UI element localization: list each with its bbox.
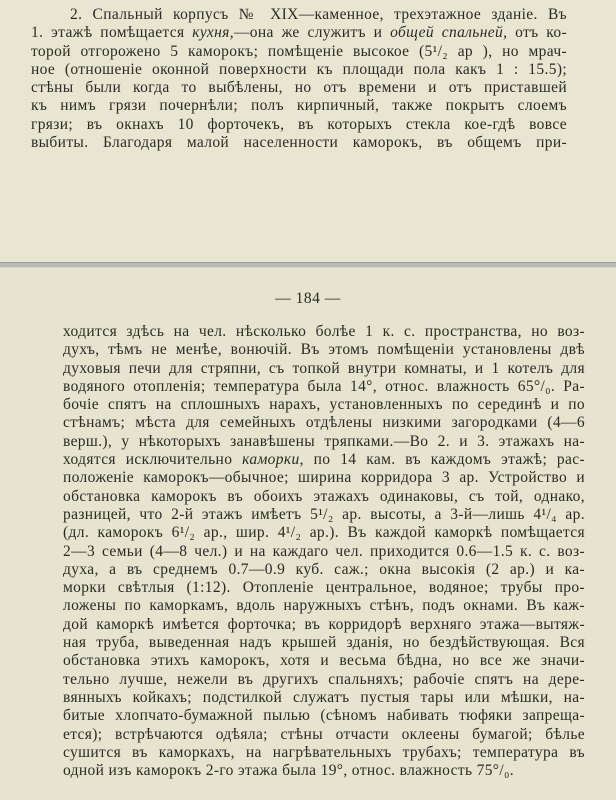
text-segment: ное (отношеніе оконной поверхности къ площади пола какъ 1 : 15.5); xyxy=(31,60,567,78)
text-line xyxy=(63,378,585,396)
lower-paragraph xyxy=(63,323,585,780)
text-segment: ходится здѣсь на чел. нѣсколько болѣе 1 к. с. пространства, но воз- xyxy=(63,323,585,340)
text-segment: бочіе спятъ на сплошныхъ нарахъ, установленныхъ по серединѣ и по xyxy=(63,396,585,414)
text-line xyxy=(63,433,585,451)
text-segment: грязи; въ окнахъ 10 форточекъ, въ которыхъ стекла кое-гдѣ вовсе xyxy=(31,115,567,133)
upper-paragraph xyxy=(31,6,567,152)
text-segment: , отъ ко- xyxy=(503,24,568,42)
text-line xyxy=(63,616,585,634)
text-segment: морки свѣтлыя (1:12). Отопленіе центральное, водяное; трубы про- xyxy=(63,579,585,597)
text-line xyxy=(63,341,585,359)
text-segment: ложены по каморкамъ, вдоль наружныхъ стѣнъ, подъ окнами. Въ каж- xyxy=(63,597,585,615)
text-segment: верш.), у нѣкоторыхъ занавѣшены тряпками.—Во 2. и 3. этажахъ на- xyxy=(63,432,585,450)
text-segment: положеніе каморокъ—обычное; ширина корридора 3 ар. Устройство и xyxy=(63,469,585,487)
text-line xyxy=(63,451,585,469)
text-line xyxy=(63,561,585,579)
text-segment: 2—3 семьи (4—8 чел.) и на каждаго чел. приходится 0.6—1.5 к. с. воз- xyxy=(63,542,585,560)
text-line xyxy=(63,323,585,341)
text-line xyxy=(63,689,585,707)
text-segment: выбиты. Благодаря малой населенности каморокъ, въ общемъ при- xyxy=(31,134,567,152)
text-segment: тельно лучше, нежели въ другихъ спальняхъ; рабочіе спятъ на дере- xyxy=(63,670,585,688)
text-line xyxy=(63,707,585,725)
text-line xyxy=(63,360,585,378)
text-segment: , по 14 кам. въ каждомъ этажѣ; рас- xyxy=(299,451,585,469)
text-line xyxy=(31,61,567,79)
text-line xyxy=(63,762,585,780)
text-segment: духа, а въ среднемъ 0.7—0.9 куб. саж.; окна высокія (2 ар.) и ка- xyxy=(63,560,585,578)
text-line xyxy=(63,652,585,670)
text-segment: къ нимъ грязи почернѣли; полъ кирпичный, также покрытъ слоемъ xyxy=(31,97,567,115)
text-line xyxy=(63,543,585,561)
text-segment: обстановка этихъ каморокъ, хотя и весьма бѣдна, но все же значи- xyxy=(63,652,585,670)
text-segment: ,—она же служитъ и xyxy=(229,24,391,42)
text-line xyxy=(63,469,585,487)
text-line xyxy=(63,414,585,432)
text-segment: стѣнамъ; мѣста для семейныхъ отдѣлены низкими загородками (4—6 xyxy=(63,414,585,432)
text-line xyxy=(63,726,585,744)
text-segment: ется); встрѣчаются одѣяла; стѣны отчасти оклеены бумагой; бѣлье xyxy=(63,725,585,743)
text-segment: обстановка каморокъ въ обоихъ этажахъ одинаковы, съ той, однако, xyxy=(63,487,585,505)
text-line xyxy=(63,488,585,506)
text-segment: 1. этажѣ помѣщается xyxy=(31,24,193,42)
text-line xyxy=(31,6,567,24)
text-segment: ходятся исключительно xyxy=(63,451,243,469)
text-segment: вянныхъ койкахъ; подстилкой служатъ пустыя тары или мѣшки, на- xyxy=(63,688,585,706)
text-line xyxy=(31,97,567,115)
lower-page-fragment xyxy=(0,268,616,800)
text-line xyxy=(63,671,585,689)
text-segment: торой отгорожено 5 каморокъ; помѣщеніе высокое (5¹/₂ ар ), но мрач- xyxy=(31,42,567,60)
text-line xyxy=(63,579,585,597)
text-segment: стѣны были когда то выбѣлены, но отъ времени и отъ приставшей xyxy=(31,79,567,97)
text-segment: сушится въ каморкахъ, на нагрѣвательныхъ трубахъ; температура въ xyxy=(63,743,585,761)
text-segment: ная труба, выведенная надъ крышей зданія, но бездѣйствующая. Вся xyxy=(63,634,585,652)
text-line xyxy=(63,744,585,762)
text-line xyxy=(31,134,567,152)
text-segment: (дл. каморокъ 6¹/₂ ар., шир. 4¹/₂ ар.). Въ каждой каморкѣ помѣщается xyxy=(63,524,585,542)
italic-text: каморки xyxy=(242,451,300,469)
text-segment: дой каморкѣ имѣется форточка; въ корридорѣ верхняго этажа—вытяж- xyxy=(63,615,585,633)
italic-text: кухня xyxy=(192,24,230,42)
text-line xyxy=(63,597,585,615)
text-line xyxy=(63,506,585,524)
text-segment: духовыя печи для стряпни, съ топкой внутри комнаты, и 1 котелъ для xyxy=(63,359,585,377)
text-segment: 2. Спальный корпусъ № XIX—каменное, трехэтажное зданіе. Въ xyxy=(70,6,567,23)
page-number: — 184 — xyxy=(275,290,341,307)
text-segment: водяного отопленія; температура была 14°, относ. влажность 65°/₀. Ра- xyxy=(63,377,585,395)
text-segment: одной изъ каморокъ 2-го этажа была 19°, относ. влажность 75°/₀. xyxy=(63,762,514,780)
text-line xyxy=(31,24,567,42)
text-segment: духъ, тѣмъ не менѣе, вонючій. Въ этомъ помѣщеніи установлены двѣ xyxy=(63,341,585,359)
text-line xyxy=(63,396,585,414)
text-line xyxy=(63,634,585,652)
text-segment: битые хлопчато-бумажной пылью (сѣномъ набивать тюфяки запреща- xyxy=(63,707,585,725)
upper-page-fragment xyxy=(0,0,616,262)
text-line xyxy=(63,524,585,542)
text-line xyxy=(31,43,567,61)
text-line xyxy=(31,79,567,97)
italic-text: общей спальней xyxy=(390,24,504,42)
text-line xyxy=(31,116,567,134)
text-segment: разницей, что 2-й этажъ имѣетъ 5¹/₂ ар. высоты, а 3-й—лишь 4¹/₄ ар. xyxy=(63,505,585,523)
